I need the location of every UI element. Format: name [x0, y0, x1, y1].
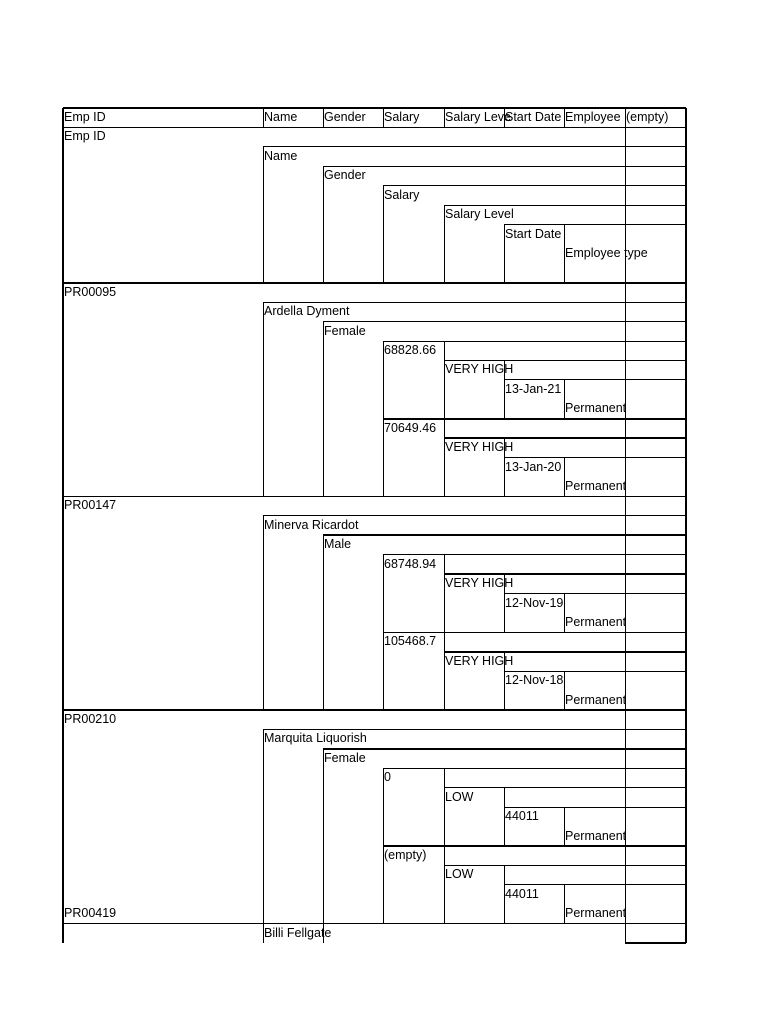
label-start-date: Start Date — [505, 226, 562, 241]
emp1-name: Ardella Dyment — [264, 304, 350, 319]
header-emp-id: Emp ID — [64, 110, 106, 124]
grid-line — [263, 729, 264, 923]
emp3-rec2-start-date: 44011 — [505, 886, 539, 901]
grid-line — [263, 146, 686, 147]
grid-line — [323, 322, 324, 497]
emp1-id: PR00095 — [64, 284, 117, 299]
label-name: Name — [264, 148, 298, 163]
grid-line — [263, 147, 264, 283]
header-salary: Salary — [384, 110, 420, 124]
grid-line — [323, 534, 686, 536]
emp3-rec2-employee-type: Permanent — [565, 906, 627, 921]
emp2-name: Minerva Ricardot — [264, 517, 359, 532]
emp1-rec2-salary-level: VERY HIGH — [445, 440, 514, 455]
emp2-id: PR00147 — [64, 498, 117, 513]
emp1-rec1-salary-level: VERY HIGH — [445, 362, 514, 377]
header-start-date: Start Date — [505, 110, 562, 124]
grid-line — [323, 321, 686, 323]
label-employee-type: Employee type — [565, 245, 648, 260]
emp1-rec1-start-date: 13-Jan-21 — [505, 381, 562, 396]
grid-line — [444, 632, 445, 710]
emp1-rec2-salary: 70649.46 — [384, 420, 437, 435]
grid-line — [323, 749, 324, 924]
grid-line — [63, 709, 686, 711]
emp1-rec2-employee-type: Permanent — [565, 478, 627, 493]
grid-line — [383, 845, 686, 846]
emp3-name: Marquita Liquorish — [264, 731, 367, 746]
header-name: Name — [264, 110, 298, 124]
header-gender: Gender — [324, 110, 366, 124]
grid-line — [444, 787, 686, 789]
grid-line — [444, 768, 445, 846]
grid-line — [625, 108, 626, 943]
grid-line — [263, 516, 264, 710]
header-empty: (empty) — [626, 110, 669, 124]
header-employee: Employee — [565, 110, 621, 124]
label-emp-id: Emp ID — [64, 129, 106, 144]
grid-line — [444, 419, 445, 497]
emp2-rec1-employee-type: Permanent — [565, 614, 627, 629]
emp3-rec2-salary: (empty) — [384, 847, 427, 862]
emp3-gender: Female — [324, 750, 366, 765]
emp3-id: PR00210 — [64, 712, 117, 727]
emp2-rec1-salary: 68748.94 — [384, 556, 437, 571]
emp2-rec2-start-date: 12-Nov-18 — [505, 673, 564, 688]
grid-line — [444, 555, 445, 633]
emp2-rec2-salary-level: VERY HIGH — [445, 653, 514, 668]
grid-line — [383, 185, 686, 187]
grid-line — [323, 748, 686, 750]
emp1-gender: Female — [324, 323, 366, 338]
grid-line — [444, 865, 686, 867]
table-right-border — [685, 108, 687, 943]
grid-line — [263, 302, 264, 496]
emp3-rec2-salary-level: LOW — [445, 867, 474, 882]
emp1-rec1-employee-type: Permanent — [565, 401, 627, 416]
emp3-rec1-salary: 0 — [384, 770, 391, 785]
table-left-border — [62, 108, 64, 943]
emp4-id: PR00419 — [64, 906, 117, 921]
grid-line — [63, 496, 686, 498]
emp3-rec1-salary-level: LOW — [445, 789, 474, 804]
emp1-rec1-salary: 68828.66 — [384, 343, 437, 358]
label-gender: Gender — [324, 168, 366, 183]
grid-line — [63, 282, 686, 284]
emp2-gender: Male — [324, 537, 352, 552]
emp1-rec2-start-date: 13-Jan-20 — [505, 459, 562, 474]
grid-line — [383, 768, 686, 769]
emp3-rec1-employee-type: Permanent — [565, 828, 627, 843]
emp3-rec1-start-date: 44011 — [505, 809, 539, 824]
label-salary-level: Salary Level — [445, 207, 514, 222]
header-salary-level: Salary Leve — [445, 110, 512, 124]
emp2-rec1-start-date: 12-Nov-19 — [505, 595, 564, 610]
emp2-rec2-employee-type: Permanent — [565, 692, 627, 707]
grid-line — [323, 535, 324, 710]
emp2-rec2-salary: 105468.7 — [384, 634, 437, 649]
emp2-rec1-salary-level: VERY HIGH — [445, 576, 514, 591]
label-salary: Salary — [384, 187, 420, 202]
grid-line — [625, 942, 686, 944]
grid-line — [444, 846, 445, 924]
grid-line — [444, 341, 445, 419]
emp4-name: Billi Fellgate — [264, 925, 332, 940]
grid-line — [323, 166, 686, 167]
